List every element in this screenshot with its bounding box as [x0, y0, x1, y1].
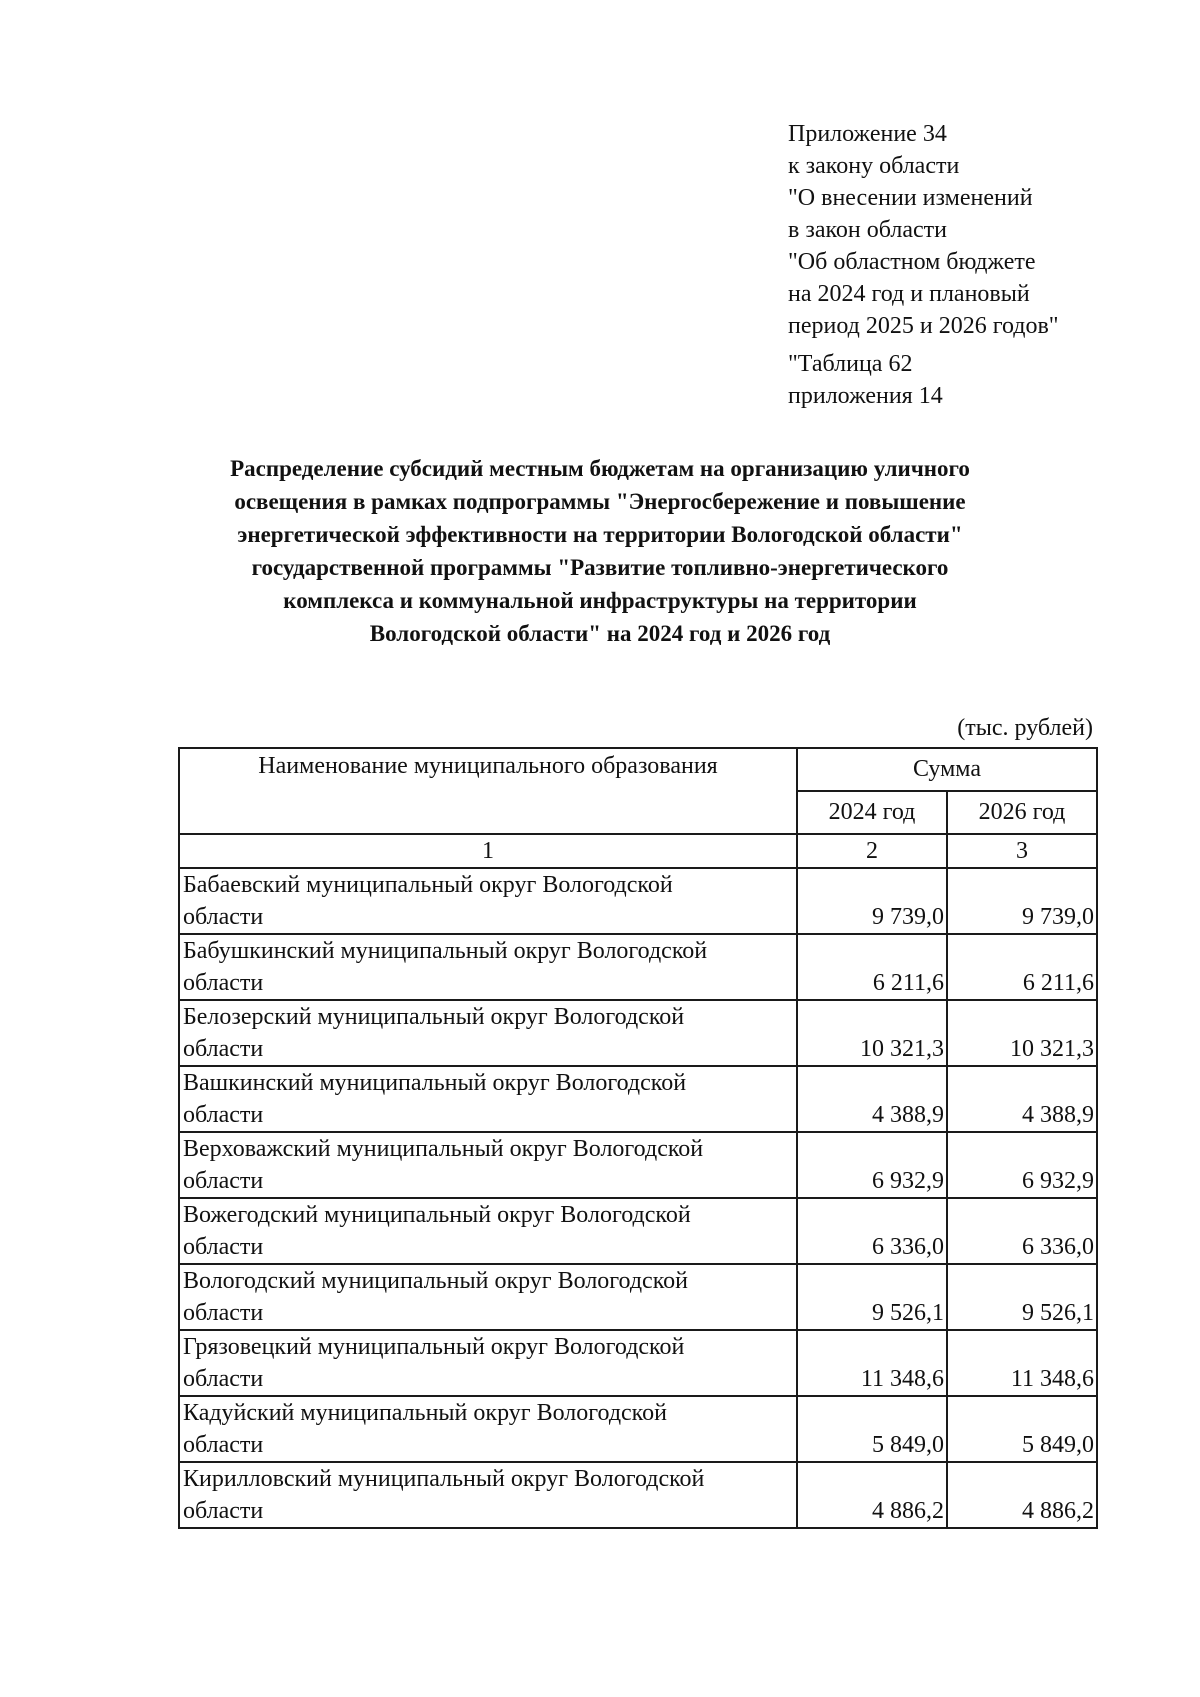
name-line: Кадуйский муниципальный округ Вологодской	[183, 1400, 667, 1426]
name-line: Вожегодский муниципальный округ Вологодской	[183, 1202, 691, 1228]
table-reference-line: приложения 14	[788, 383, 943, 409]
table-reference-line: "Таблица 62	[788, 351, 913, 377]
amount-2024: 4 886,2	[797, 1462, 947, 1528]
name-line: области	[183, 970, 264, 996]
amount-2026: 5 849,0	[947, 1396, 1097, 1462]
name-line: Бабаевский муниципальный округ Вологодской	[183, 872, 673, 898]
appendix-line: "О внесении изменений	[788, 185, 1033, 211]
municipality-name	[179, 934, 797, 1000]
amount-2026: 6 932,9	[947, 1132, 1097, 1198]
amount-2024: 6 211,6	[797, 934, 947, 1000]
title-line: комплекса и коммунальной инфраструктуры на территории	[283, 588, 917, 613]
title-line: Вологодской области" на 2024 год и 2026 год	[369, 621, 831, 646]
amount-2026: 4 388,9	[947, 1066, 1097, 1132]
name-line: Белозерский муниципальный округ Вологодской	[183, 1004, 685, 1030]
amount-2024: 5 849,0	[797, 1396, 947, 1462]
amount-2026: 6 211,6	[947, 934, 1097, 1000]
amount-2024: 6 336,0	[797, 1198, 947, 1264]
table-row	[179, 934, 1097, 1000]
units-label: (тыс. рублей)	[957, 715, 1093, 741]
name-line: области	[183, 1366, 264, 1392]
name-line: Вологодский муниципальный округ Вологодской	[183, 1268, 688, 1294]
name-line: области	[183, 1036, 264, 1062]
name-line: области	[183, 1498, 264, 1524]
title-line: Распределение субсидий местным бюджетам на организацию уличного	[230, 456, 970, 481]
name-line: области	[183, 904, 264, 930]
municipality-name	[179, 1132, 797, 1198]
table-row	[179, 1132, 1097, 1198]
appendix-line: период 2025 и 2026 годов"	[788, 313, 1059, 339]
appendix-line: Приложение 34	[788, 121, 947, 147]
column-index: 3	[947, 834, 1097, 868]
table-row	[179, 1264, 1097, 1330]
name-line: Вашкинский муниципальный округ Вологодской	[183, 1070, 687, 1096]
amount-2024: 4 388,9	[797, 1066, 947, 1132]
title-line: государственной программы "Развитие топливно-энергетического	[251, 555, 949, 580]
document-title	[150, 452, 1050, 650]
column-index-row	[179, 834, 1097, 868]
name-line: Верховажский муниципальный округ Вологодской	[183, 1136, 704, 1162]
municipality-name	[179, 1066, 797, 1132]
table-row	[179, 1330, 1097, 1396]
name-line: Бабушкинский муниципальный округ Вологодской	[183, 938, 708, 964]
municipality-name	[179, 1396, 797, 1462]
name-line: Кирилловский муниципальный округ Вологодской	[183, 1466, 705, 1492]
header-year-2026: 2026 год	[947, 791, 1097, 834]
table-row	[179, 1066, 1097, 1132]
title-line: энергетической эффективности на территории Вологодской области"	[237, 522, 963, 547]
table-row	[179, 868, 1097, 934]
amount-2026: 9 526,1	[947, 1264, 1097, 1330]
municipality-name	[179, 1198, 797, 1264]
amount-2024: 10 321,3	[797, 1000, 947, 1066]
name-line: области	[183, 1432, 264, 1458]
municipality-name	[179, 1000, 797, 1066]
name-line: области	[183, 1300, 264, 1326]
name-line: области	[183, 1102, 264, 1128]
appendix-line: в закон области	[788, 217, 947, 243]
amount-2026: 11 348,6	[947, 1330, 1097, 1396]
amount-2026: 10 321,3	[947, 1000, 1097, 1066]
amount-2026: 4 886,2	[947, 1462, 1097, 1528]
amount-2026: 9 739,0	[947, 868, 1097, 934]
municipality-name	[179, 1330, 797, 1396]
municipality-name	[179, 868, 797, 934]
table-row	[179, 1462, 1097, 1528]
table-row	[179, 1396, 1097, 1462]
subsidy-table	[178, 747, 1098, 1529]
amount-2026: 6 336,0	[947, 1198, 1097, 1264]
appendix-line: "Об областном бюджете	[788, 249, 1036, 275]
amount-2024: 6 932,9	[797, 1132, 947, 1198]
appendix-block	[788, 118, 1128, 412]
table-header-row	[179, 748, 1097, 791]
appendix-line: на 2024 год и плановый	[788, 281, 1030, 307]
amount-2024: 9 739,0	[797, 868, 947, 934]
name-line: области	[183, 1168, 264, 1194]
amount-2024: 9 526,1	[797, 1264, 947, 1330]
column-index: 2	[797, 834, 947, 868]
table-row	[179, 1000, 1097, 1066]
header-sum: Сумма	[797, 748, 1097, 791]
municipality-name	[179, 1264, 797, 1330]
name-line: области	[183, 1234, 264, 1260]
column-index: 1	[179, 834, 797, 868]
amount-2024: 11 348,6	[797, 1330, 947, 1396]
table-row	[179, 1198, 1097, 1264]
header-municipality: Наименование муниципального образования	[179, 748, 797, 834]
header-year-2024: 2024 год	[797, 791, 947, 834]
name-line: Грязовецкий муниципальный округ Вологодской	[183, 1334, 685, 1360]
appendix-line: к закону области	[788, 153, 960, 179]
municipality-name	[179, 1462, 797, 1528]
title-line: освещения в рамках подпрограммы "Энергосбережение и повышение	[234, 489, 966, 514]
